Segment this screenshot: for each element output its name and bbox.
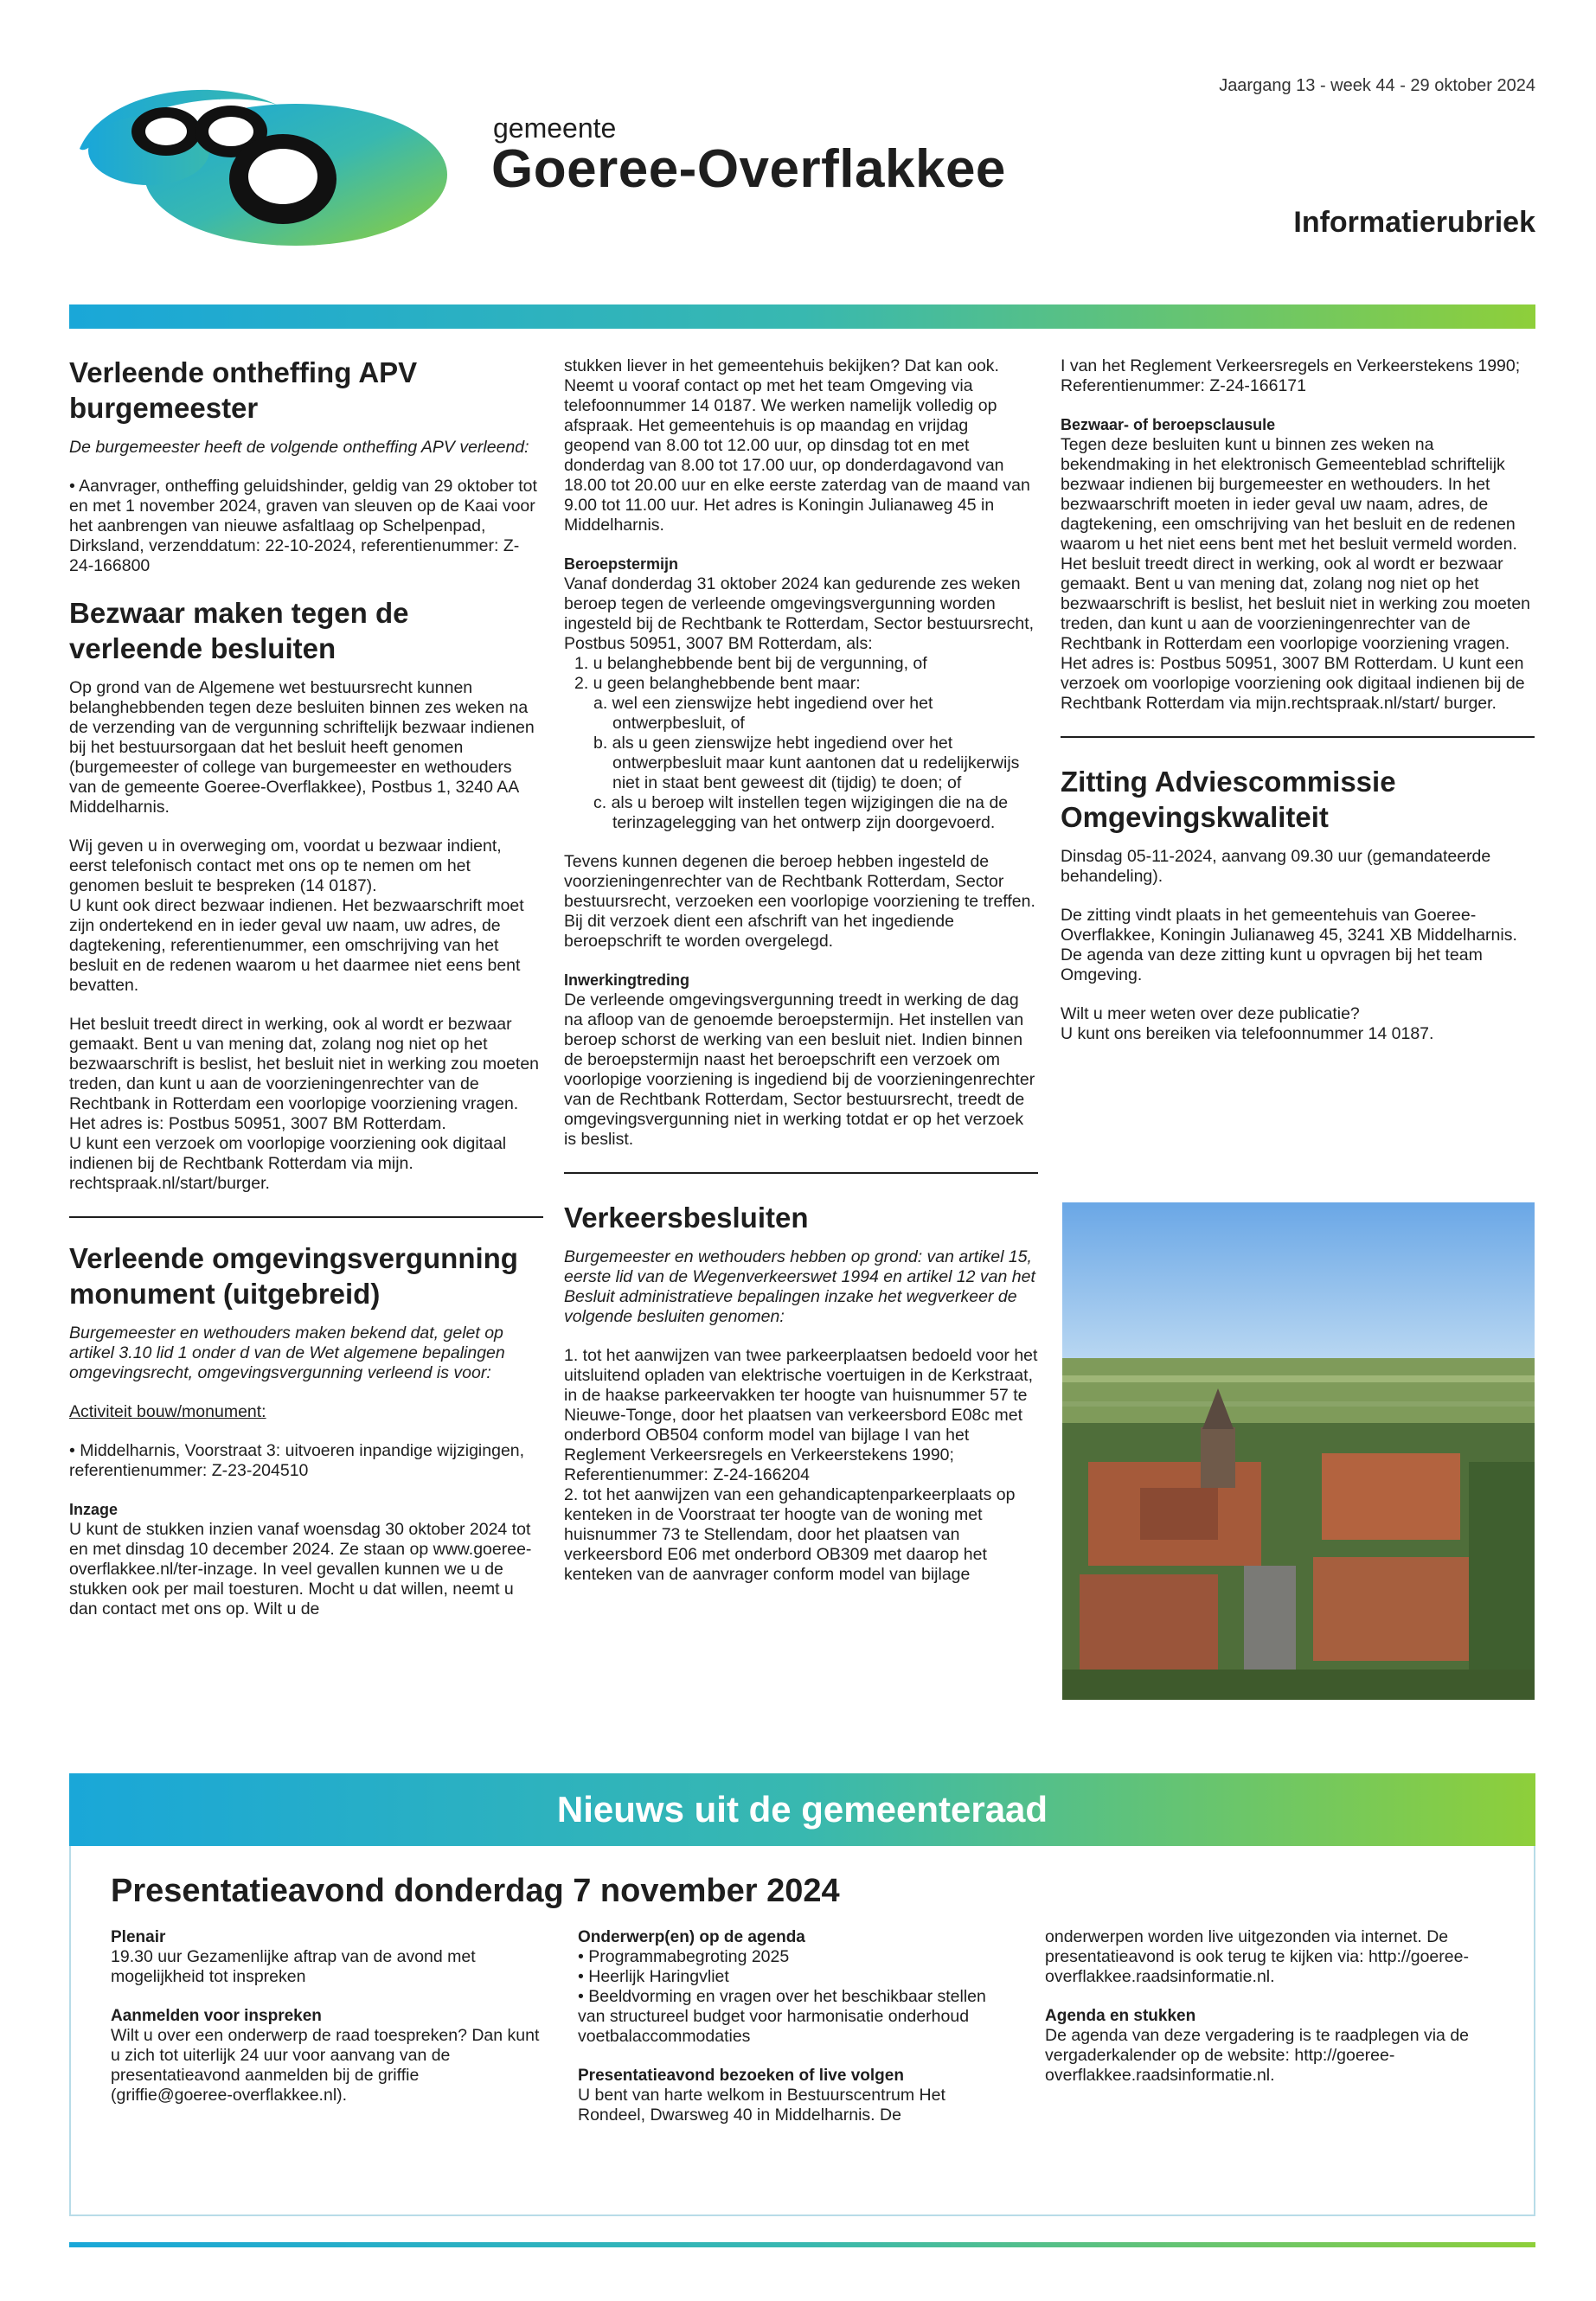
paragraph: De verleende omgevingsvergunning treedt in werking de dag na afloop van de genoemde beroepstermijn. Het instellen van beroep schorst de werking van een besluit niet. Indien binnen de beroepstermijn naast het beroepschrift een verzoek om voorlopige voorziening is ingediend bij de voorzieningenrechter van de Rechtbank Rotterdam, Sector bestuursrecht, treedt de omgevingsvergunning niet in werking totdat er op het verzoek is beslist. bbox=[564, 990, 1035, 1149]
subheading: Onderwerp(en) op de agenda bbox=[578, 1928, 805, 1946]
subheading: Presentatieavond bezoeken of live volgen bbox=[578, 2067, 904, 2085]
list-item: a. wel een zienswijze hebt ingediend over het ontwerpbesluit, of bbox=[593, 694, 933, 733]
list-item: • Programmabegroting 2025 bbox=[578, 1947, 790, 1966]
paragraph: De agenda van deze vergadering is te raadplegen via de vergaderkalender op de website: http://goeree-overflakkee.raadsinformatie.nl. bbox=[1045, 2026, 1470, 2085]
paragraph: U kunt een verzoek om voorlopige voorziening ook digitaal indienen bij de Rechtbank Rotterdam via mijn. rechtspraak.nl/start/burger. bbox=[69, 1134, 507, 1193]
list-item: • Middelharnis, Voorstraat 3: uitvoeren inpandige wijzigingen, referentienummer: Z-23-204510 bbox=[69, 1441, 525, 1480]
divider bbox=[69, 1216, 543, 1218]
subheading: Inzage bbox=[69, 1501, 119, 1518]
subheading: Agenda en stukken bbox=[1045, 2007, 1196, 2025]
divider bbox=[1061, 736, 1535, 738]
column-1 bbox=[69, 355, 543, 1619]
paragraph: Tevens kunnen degenen die beroep hebben ingesteld de voorzieningenrechter van de Rechtbank Rotterdam, Sector bestuursrecht, verzoeken een voorlopige voorziening te treffen. Bij dit verzoek dient een afschrift van het ingediende beroepschrift te worden overgelegd. bbox=[564, 852, 1035, 951]
subheading: Plenair bbox=[111, 1928, 166, 1946]
paragraph: U kunt ons bereiken via telefoonnummer 14 0187. bbox=[1061, 1024, 1434, 1043]
list-item: • Beeldvorming en vragen over het beschikbaar stellen van structureel budget voor harmonisatie onderhoud voetbalaccommodaties bbox=[578, 1987, 986, 2046]
paragraph: U kunt de stukken inzien vanaf woensdag 30 oktober 2024 tot en met dinsdag 10 december 2024. Ze staan op www.goeree-overflakkee.nl/ter-inzage. In veel gevallen kunnen we u de stukken ook per mail toesturen. Mocht u dat willen, neemt u dan contact met ons op. Wilt u de bbox=[69, 1520, 532, 1618]
paragraph: 19.30 uur Gezamenlijke aftrap van de avond met mogelijkheid tot inspreken bbox=[111, 1947, 476, 1986]
section-intro: Burgemeester en wethouders maken bekend dat, gelet op artikel 3.10 lid 1 onder d van de Wet algemene bepalingen omgevingsrecht, omgevingsvergunning verleend is voor: bbox=[69, 1324, 505, 1382]
council-news-banner: Nieuws uit de gemeenteraad bbox=[69, 1773, 1535, 1846]
paragraph: Wilt u over een onderwerp de raad toespreken? Dan kunt u zich tot uiterlijk 24 uur voor aanvang van de presentatieavond aanmelden bij de griffie (griffie@goeree-overflakkee.nl). bbox=[111, 2026, 540, 2105]
news-column-2 bbox=[578, 1927, 1010, 2125]
section-title-apv: Verleende ontheffing APV burgemeester bbox=[69, 356, 418, 424]
rubric-title: Informatierubriek bbox=[1293, 206, 1535, 239]
subheading: Beroepstermijn bbox=[564, 555, 679, 573]
paragraph: Vanaf donderdag 31 oktober 2024 kan gedurende zes weken beroep tegen de verleende omgevingsvergunning worden ingesteld bij de Rechtbank te Rotterdam, Sector bestuursrecht, Postbus 50951, 3007 BM Rotterdam, als: bbox=[564, 574, 1035, 653]
list-item: b. als u geen zienswijze hebt ingediend over het ontwerpbesluit maar kunt aantonen dat u redelijkerwijs niet in staat bent geweest dit (tijdig) te doen; of bbox=[593, 734, 1020, 792]
list-item: 2. u geen belanghebbende bent maar: bbox=[574, 674, 861, 693]
paragraph: U kunt ook direct bezwaar indienen. Het bezwaarschrift moet zijn ondertekend en in ieder geval uw naam, uw adres, de dagtekening, referentienummer, een omschrijving van het besluit en de redenen waarom u het daarmee niet eens bent bevatten. bbox=[69, 896, 524, 995]
issue-info: Jaargang 13 - week 44 - 29 oktober 2024 bbox=[1219, 76, 1535, 95]
column-3 bbox=[1061, 356, 1535, 1044]
paragraph: Het adres is: Postbus 50951, 3007 BM Rotterdam. bbox=[69, 1114, 446, 1133]
paragraph: U bent van harte welkom in Bestuurscentrum Het Rondeel, Dwarsweg 40 in Middelharnis. De bbox=[578, 2086, 945, 2125]
brand-prefix: gemeente bbox=[493, 112, 617, 144]
section-intro: Burgemeester en wethouders hebben op grond: van artikel 15, eerste lid van de Wegenverkeerswet 1994 en artikel 12 van het Besluit administratieve bepalingen inzake het wegverkeer de volgende besluiten genomen: bbox=[564, 1247, 1035, 1326]
footer-gradient-bar bbox=[69, 2242, 1535, 2247]
divider bbox=[564, 1172, 1038, 1174]
paragraph: Wilt u meer weten over deze publicatie? bbox=[1061, 1004, 1360, 1023]
news-column-1 bbox=[111, 1927, 543, 2106]
paragraph: stukken liever in het gemeentehuis bekijken? Dat kan ook. Neemt u vooraf contact op met het team Omgeving via telefoonnummer 14 0187. We werken namelijk volledig op afspraak. Het gemeentehuis is op maandag en vrijdag geopend van 8.00 tot 12.00 uur, op dinsdag tot en met donderdag van 8.00 tot 17.00 uur, op donderdagavond van 18.00 tot 20.00 uur en elke eerste zaterdag van de maand van 9.00 tot 11.00 uur. Het adres is Koningin Julianaweg 45 in Middelharnis. bbox=[564, 356, 1030, 535]
list-item: • Heerlijk Haringvliet bbox=[578, 1967, 729, 1986]
subheading: Bezwaar- of beroepsclausule bbox=[1061, 416, 1276, 433]
subheading: Inwerkingtreding bbox=[564, 971, 690, 989]
brand-name: Goeree-Overflakkee bbox=[491, 139, 1006, 199]
municipality-logo bbox=[71, 71, 452, 253]
column-2 bbox=[564, 356, 1038, 1585]
section-title-monument: Verleende omgevingsvergunning monument (uitgebreid) bbox=[69, 1242, 518, 1310]
subheading: Aanmelden voor inspreken bbox=[111, 2007, 322, 2025]
news-column-3 bbox=[1045, 1927, 1477, 2086]
paragraph: Wij geven u in overweging om, voordat u bezwaar indient, eerst telefonisch contact met ons op te nemen om het genomen besluit te bespreken (14 0187). bbox=[69, 836, 502, 895]
paragraph: Het besluit treedt direct in werking, ook al wordt er bezwaar gemaakt. Bent u van mening dat, zolang nog niet op het bezwaarschrift is beslist, het besluit niet in werking zou moeten treden, dan kunt u aan de voorzieningenrechter van de Rechtbank in Rotterdam een voorlopige voorziening vragen. bbox=[69, 1015, 540, 1113]
section-title-zitting: Zitting Adviescommissie Omgevingskwaliteit bbox=[1061, 766, 1396, 833]
list-item: 1. u belanghebbende bent bij de vergunning, of bbox=[574, 654, 927, 673]
paragraph: Dinsdag 05-11-2024, aanvang 09.30 uur (gemandateerde behandeling). bbox=[1061, 847, 1491, 886]
council-news-title: Presentatieavond donderdag 7 november 2024 bbox=[111, 1873, 840, 1909]
section-intro: De burgemeester heeft de volgende ontheffing APV verleend: bbox=[69, 438, 529, 457]
paragraph: Op grond van de Algemene wet bestuursrecht kunnen belanghebbenden tegen deze besluiten binnen zes weken na de verzending van de vergunning schriftelijk bezwaar indienen bij het bestuursorgaan dat het besluit heeft genomen (burgemeester of college van burgemeester en wethouders van de gemeente Goeree-Overflakkee), Postbus 1, 3240 AA Middelharnis. bbox=[69, 678, 535, 817]
paragraph: onderwerpen worden live uitgezonden via internet. De presentatieavond is ook terug te kijken via: http://goeree-overflakkee.raadsinformatie.nl. bbox=[1045, 1927, 1469, 1986]
paragraph: Tegen deze besluiten kunt u binnen zes weken na bekendmaking in het elektronisch Gemeenteblad schriftelijk bezwaar indienen bij burgemeester en wethouders. In het bezwaarschrift moeten in ieder geval uw naam, adres, de dagtekening, een omschrijving van het besluit en de redenen waarom u het niet eens bent met het besluit vermeld worden. Het besluit treedt direct in werking, ook al wordt er bezwaar gemaakt. Bent u van mening dat, zolang nog niet op het bezwaarschrift is beslist, het besluit niet in werking zou moeten treden, dan kunt u aan de voorzieningenrechter van de Rechtbank in Rotterdam een voorlopige voorziening vragen. Het adres is: Postbus 50951, 3007 BM Rotterdam. U kunt een verzoek om voorlopige voorziening ook digitaal indienen bij de Rechtbank Rotterdam via mijn.rechtspraak.nl/start/ burger. bbox=[1061, 435, 1531, 713]
header-gradient-bar bbox=[69, 304, 1535, 329]
list-item: • Aanvrager, ontheffing geluidshinder, geldig van 29 oktober tot en met 1 november 2024, graven van sleuven op de Kaai voor het aanbrengen van nieuwe asfaltlaag op Schelpenpad, Dirksland, verzenddatum: 22-10-2024, referentienummer: Z-24-166800 bbox=[69, 477, 537, 575]
activity-label: Activiteit bouw/monument: bbox=[69, 1402, 266, 1421]
section-title-verkeer: Verkeersbesluiten bbox=[564, 1202, 809, 1234]
paragraph: I van het Reglement Verkeersregels en Verkeerstekens 1990; Referentienummer: Z-24-166171 bbox=[1061, 356, 1521, 395]
paragraph: De zitting vindt plaats in het gemeentehuis van Goeree-Overflakkee, Koningin Julianaweg 45, 3241 XB Middelharnis. De agenda van deze zitting kunt u opvragen bij het team Omgeving. bbox=[1061, 906, 1517, 984]
list-item: 2. tot het aanwijzen van een gehandicaptenparkeerplaats op kenteken in de Voorstraat ter hoogte van de woning met huisnummer 73 te Stellendam, door het plaatsen van verkeersbord E06 met onderbord OB309 met daarop het kenteken van de aanvrager conform model van bijlage bbox=[564, 1485, 1016, 1584]
aerial-village-photo bbox=[1062, 1202, 1535, 1700]
section-title-bezwaar: Bezwaar maken tegen de verleende besluiten bbox=[69, 597, 409, 664]
list-item: 1. tot het aanwijzen van twee parkeerplaatsen bedoeld voor het uitsluitend opladen van elektrische voertuigen in de Kerkstraat, in de haakse parkeervakken ter hoogte van huisnummer 57 te Nieuwe-Tonge, door het plaatsen van verkeersbord E08c met onderbord OB504 conform model van bijlage I van het Reglement Verkeersregels en Verkeerstekens 1990; Referentienummer: Z-24-166204 bbox=[564, 1346, 1038, 1484]
list-item: c. als u beroep wilt instellen tegen wijzigingen die na de terinzagelegging van het ontwerp zijn doorgevoerd. bbox=[593, 793, 1009, 832]
